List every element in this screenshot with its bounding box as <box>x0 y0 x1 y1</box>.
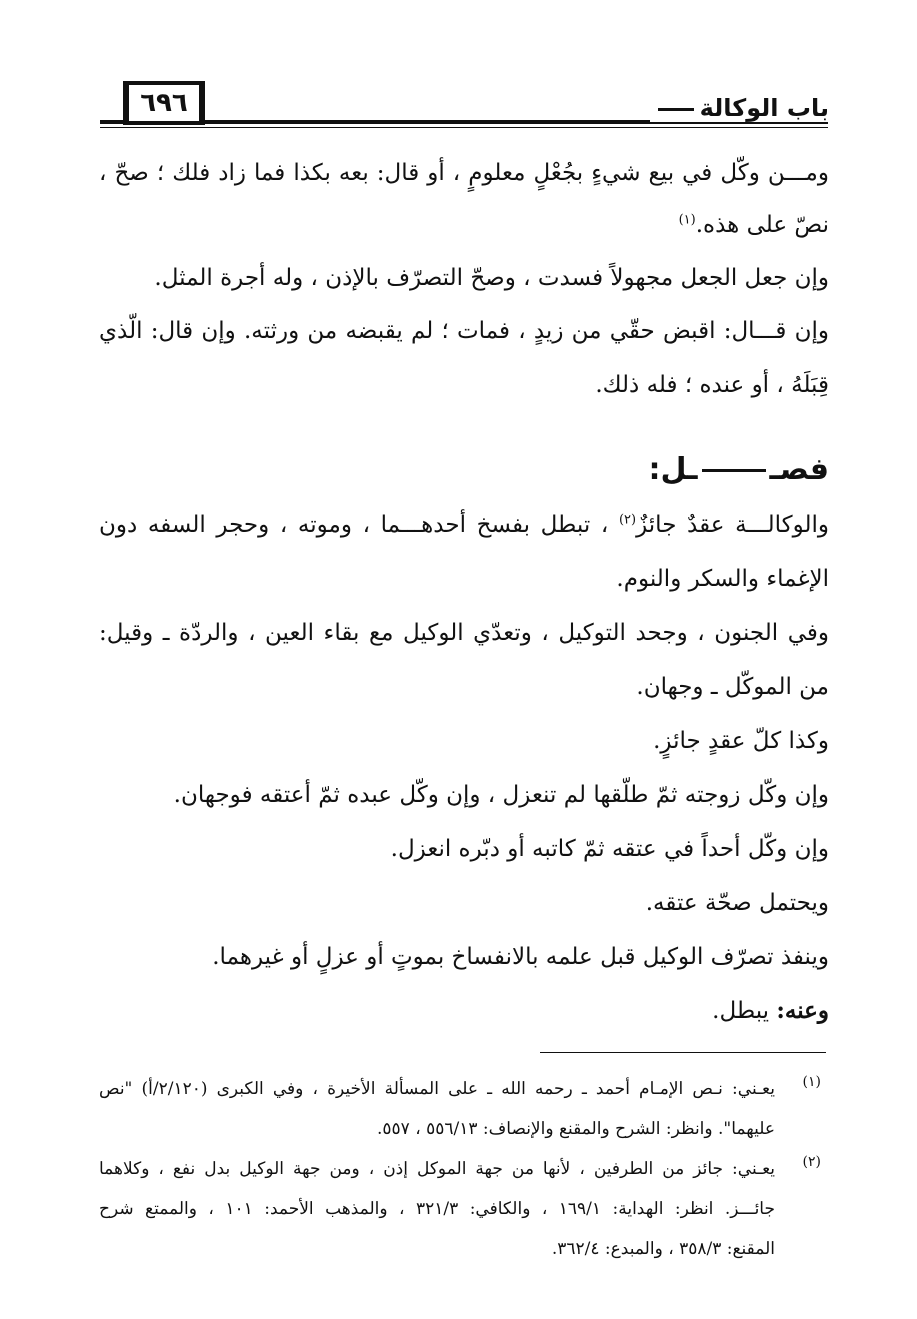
paragraph-line <box>99 996 829 1026</box>
section-heading-end: ـل: <box>648 452 698 487</box>
title-dash <box>658 108 694 111</box>
footnote-line: عليهما". وانظر: الشرح والمقنع والإنصاف: ٥٥٦/١٣ ، ٥٥٧. <box>377 1119 775 1139</box>
paragraph-line: قِبَلَهُ ، أو عنده ؛ فله ذلك. <box>595 372 829 398</box>
paragraph-line: وكذا كلّ عقدٍ جائزٍ. <box>653 728 829 754</box>
footnote-line: يعـني: نـص الإمـام أحمد ـ رحمه الله ـ على المسألة الأخيرة ، وفي الكبرى (٢/١٢٠/أ) "نص <box>99 1079 775 1099</box>
line-text: نصّ على هذه. <box>695 212 829 238</box>
paragraph-line: الإغماء والسكر والنوم. <box>616 566 829 592</box>
footnote-ref: (١) <box>678 212 696 228</box>
section-heading <box>649 452 830 487</box>
footnote-line: يعـني: جائز من الطرفين ، لأنها من جهة الموكل إذن ، ومن جهة الوكيل بدل نفع ، وكلاهما <box>99 1159 775 1179</box>
chapter-title-text: باب الوكالة <box>699 94 829 122</box>
page-header <box>0 0 917 140</box>
heading-kashida <box>702 469 766 472</box>
footnote-line: المقنع: ٣٥٨/٣ ، والمبدع: ٣٦٢/٤. <box>551 1239 775 1259</box>
footnote-marker: (١) <box>802 1074 821 1090</box>
paragraph-line <box>99 510 829 540</box>
paragraph-line: وإن قـــال: اقبض حقّي من زيدٍ ، فمات ؛ لم يقبضه من ورثته. وإن قال: الّذي <box>99 318 829 344</box>
paragraph-line: ومـــن وكّل في بيع شيءٍ بجُعْلٍ معلومٍ ، أو قال: بعه بكذا فما زاد فلك ؛ صحّ ، <box>99 160 829 186</box>
line-text: يبطل. <box>712 998 770 1024</box>
footnote-ref: (٢) <box>618 512 637 528</box>
page-number: ٦٩٦ <box>123 81 205 125</box>
paragraph-line: وإن جعل الجعل مجهولاً فسدت ، وصحّ التصرّف بالإذن ، وله أجرة المثل. <box>154 265 829 291</box>
section-heading-start: فصـ <box>769 452 829 487</box>
paragraph-line: وإن وكّل زوجته ثمّ طلّقها لم تنعزل ، وإن وكّل عبده ثمّ أعتقه فوجهان. <box>173 782 829 808</box>
paragraph-line: من الموكّل ـ وجهان. <box>636 674 829 700</box>
paragraph-line: ويحتمل صحّة عتقه. <box>645 890 829 916</box>
footnote-line: جائـــز. انظر: الهداية: ١٦٩/١ ، والكافي: ٣٢١/٣ ، والمذهب الأحمد: ١٠١ ، والممتع شرح <box>99 1199 775 1219</box>
paragraph-line: وينفذ تصرّف الوكيل قبل علمه بالانفساخ بموتٍ أو عزلٍ أو غيرهما. <box>212 944 829 970</box>
paragraph-line <box>99 210 829 240</box>
line-text-bold: وعنه: <box>776 997 829 1024</box>
paragraph-line: وإن وكّل أحداً في عتقه ثمّ كاتبه أو دبّره انعزل. <box>390 836 829 862</box>
paragraph-line: وفي الجنون ، وجحد التوكيل ، وتعدّي الوكيل مع بقاء العين ، والردّة ـ وقيل: <box>99 620 829 646</box>
header-rule-thin <box>100 127 828 128</box>
line-text: ، تبطل بفسخ أحدهـــما ، وموته ، وحجر السفه دون <box>99 512 609 538</box>
chapter-title <box>650 94 829 122</box>
footnote-marker: (٢) <box>802 1154 821 1170</box>
footnote-separator <box>540 1052 826 1053</box>
line-text: والوكالـــة عقدٌ جائزٌ <box>636 512 829 538</box>
